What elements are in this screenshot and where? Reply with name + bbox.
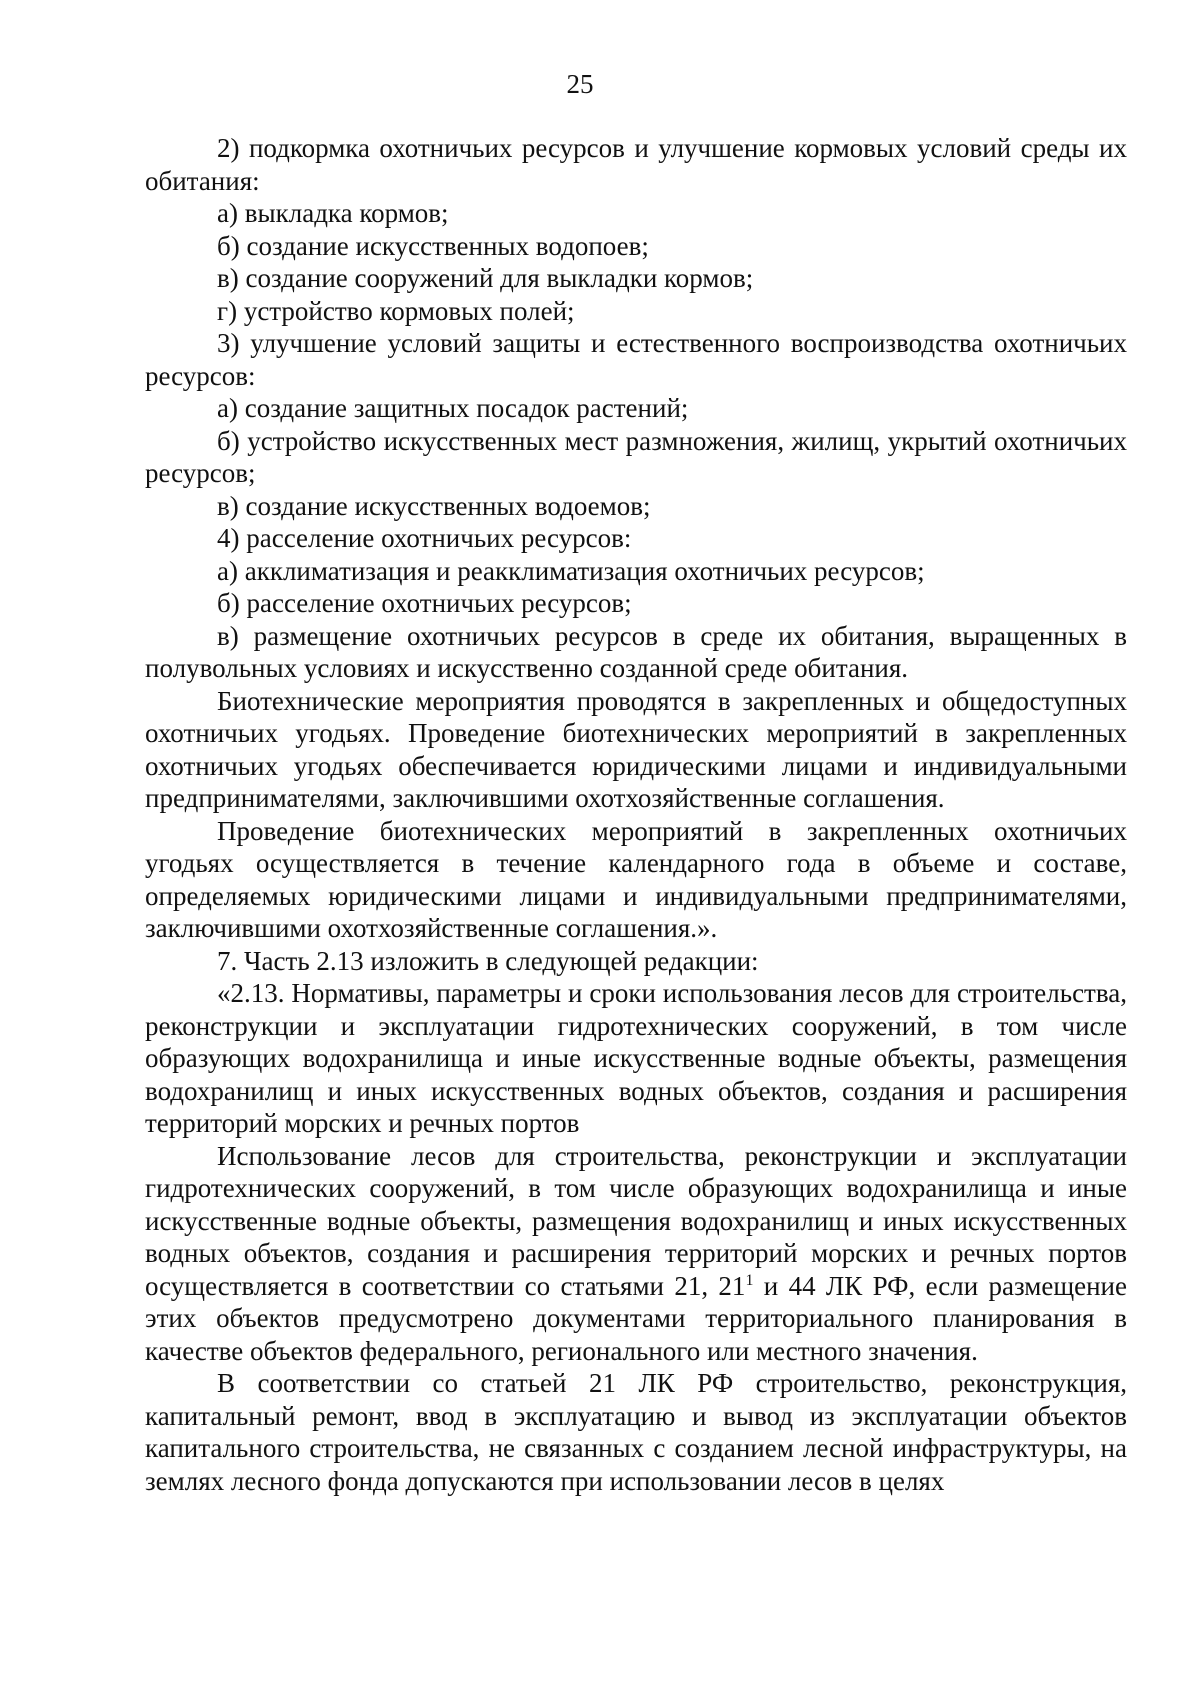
page-number: 25	[566, 69, 594, 99]
list-item: б) расселение охотничьих ресурсов;	[217, 588, 632, 618]
list-item: а) создание защитных посадок растений;	[217, 393, 689, 423]
list-item: в) размещение охотничьих ресурсов в среде их обитания, выращенных в полувольных условиях и искусственно созданной среде обитания.	[145, 620, 1127, 683]
paragraph: 4) расселение охотничьих ресурсов:	[217, 523, 632, 553]
list-item: б) устройство искусственных мест размножения, жилищ, укрытий охотничьих ресурсов;	[145, 425, 1127, 488]
paragraph: Биотехнические мероприятия проводятся в закрепленных и общедоступных охотничьих угодьях. Проведение биотехнических мероприятий в закрепленных охотничьих угодьях обеспечивается юридическими лицами и индивидуальными предпринимателями, заключившими охотхозяйственные соглашения.	[145, 685, 1127, 813]
paragraph: 2) подкормка охотничьих ресурсов и улучшение кормовых условий среды их обитания:	[145, 133, 1127, 196]
list-item: б) создание искусственных водопоев;	[217, 230, 649, 261]
paragraph: Проведение биотехнических мероприятий в закрепленных охотничьих угодьях осуществляется в течение календарного года в объеме и составе, определяемых юридическими лицами и индивидуальными предпринимателями, заключившими охотхозяйственные соглашения.».	[145, 815, 1127, 943]
paragraph: 3) улучшение условий защиты и естественного воспроизводства охотничьих ресурсов:	[145, 328, 1127, 391]
list-item: г) устройство кормовых полей;	[217, 295, 575, 326]
paragraph: 7. Часть 2.13 изложить в следующей редакции:	[217, 945, 759, 976]
paragraph	[145, 1140, 1127, 1368]
paragraph-text: и 44 ЛК РФ, если размещение этих объектов предусмотрено документами территориального планирования в качестве объектов федерального, регионального или местного значения.	[145, 1270, 1127, 1366]
document-body	[145, 132, 1127, 1497]
list-item: а) выкладка кормов;	[217, 198, 449, 228]
list-item: в) создание сооружений для выкладки кормов;	[217, 263, 754, 293]
list-item: а) акклиматизация и реакклиматизация охотничьих ресурсов;	[217, 555, 925, 586]
paragraph-text: Использование лесов для строительства, реконструкции и эксплуатации гидротехнических сооружений, в том числе образующих водохранилища и иные искусственные водные объекты, размещения водохранилищ и иных искусственных водных объектов, создания и расширения территорий морских и речных портов осуществляется в соответствии со статьями 21, 21	[145, 1140, 1127, 1301]
superscript: 1	[745, 1271, 754, 1289]
paragraph: В соответствии со статьей 21 ЛК РФ строительство, реконструкция, капитальный ремонт, ввод в эксплуатацию и вывод из эксплуатации объектов капитального строительства, не связанных с созданием лесной инфраструктуры, на землях лесного фонда допускаются при использовании лесов в целях	[145, 1368, 1127, 1496]
paragraph: «2.13. Нормативы, параметры и сроки использования лесов для строительства, реконструкции и эксплуатации гидротехнических сооружений, в том числе образующих водохранилища и иные искусственные водные объекты, размещения водохранилищ и иных искусственных водных объектов, создания и расширения территорий морских и речных портов	[145, 978, 1127, 1138]
list-item: в) создание искусственных водоемов;	[217, 490, 651, 521]
